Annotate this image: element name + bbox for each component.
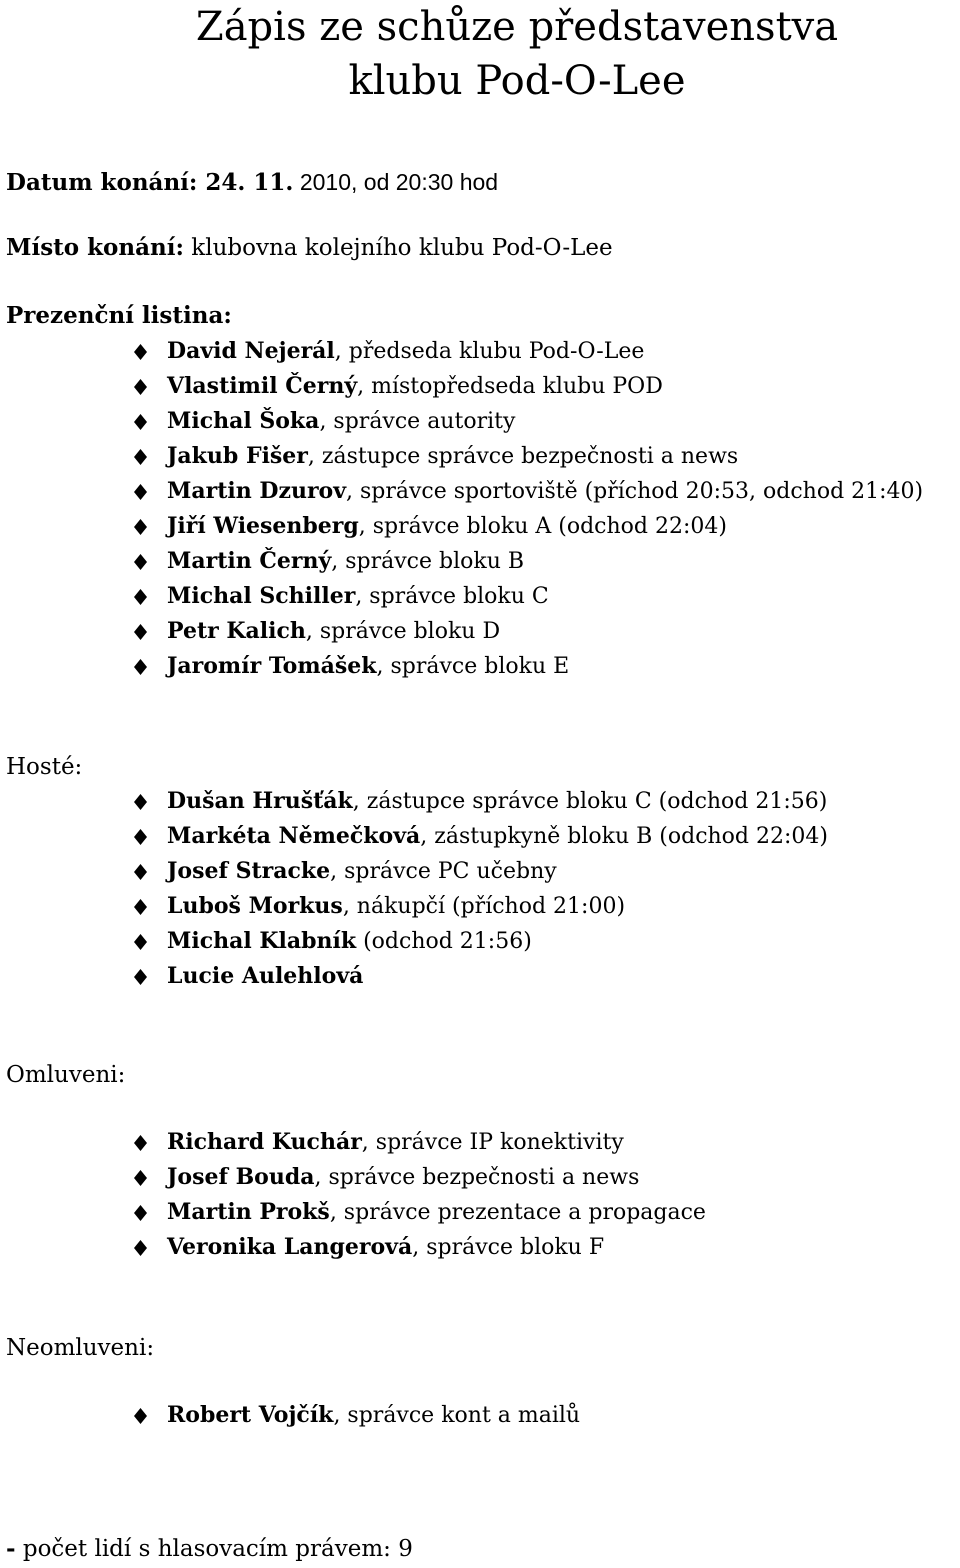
person-role: , správce autority — [319, 409, 516, 434]
person-role: , správce sportoviště (příchod 20:53, odchod 21:40) — [346, 479, 924, 504]
person-name: Martin Dzurov — [167, 478, 346, 504]
person-item — [0, 1398, 580, 1433]
person-role: , správce bezpečnosti a news — [314, 1165, 640, 1190]
person-item — [0, 614, 923, 649]
person-item — [0, 1160, 706, 1195]
person-name: Jaromír Tomášek — [167, 653, 377, 679]
person-name: Lucie Aulehlová — [167, 963, 364, 989]
person-role: , správce PC učebny — [330, 859, 557, 884]
person-name: Josef Stracke — [167, 858, 331, 884]
person-name: Martin Prokš — [167, 1199, 330, 1225]
diamond-bullet-icon — [134, 404, 148, 439]
person-name: Martin Černý — [167, 548, 332, 574]
footer-dash: - — [6, 1535, 16, 1562]
person-name: Michal Šoka — [167, 408, 320, 434]
person-name: Jiří Wiesenberg — [167, 513, 359, 539]
excused-heading: Omluveni: — [6, 1062, 126, 1088]
diamond-bullet-icon — [134, 819, 148, 854]
person-item — [0, 474, 923, 509]
date-label: Datum konání: 24. 11. — [6, 169, 294, 196]
diamond-bullet-icon — [134, 369, 148, 404]
person-item — [0, 1125, 706, 1160]
person-item — [0, 959, 828, 994]
person-role: , správce kont a mailů — [333, 1403, 581, 1428]
diamond-bullet-icon — [134, 544, 148, 579]
person-name: Richard Kuchár — [167, 1129, 362, 1155]
person-role: , zástupce správce bloku C (odchod 21:56) — [352, 789, 828, 814]
person-item — [0, 649, 923, 684]
guests-heading: Hosté: — [6, 754, 83, 780]
presence-heading: Prezenční listina: — [6, 302, 232, 329]
person-item — [0, 369, 923, 404]
person-name: Petr Kalich — [167, 618, 306, 644]
diamond-bullet-icon — [134, 1398, 148, 1433]
person-role: , správce prezentace a propagace — [329, 1200, 706, 1225]
diamond-bullet-icon — [134, 1160, 148, 1195]
diamond-bullet-icon — [134, 1195, 148, 1230]
diamond-bullet-icon — [134, 334, 148, 369]
person-item — [0, 854, 828, 889]
title-line-1: Zápis ze schůze představenstva — [195, 4, 839, 50]
person-role: , správce IP konektivity — [361, 1130, 624, 1155]
diamond-bullet-icon — [134, 579, 148, 614]
person-role: , zástupce správce bezpečnosti a news — [307, 444, 739, 469]
unexcused-list — [0, 1398, 580, 1433]
diamond-bullet-icon — [134, 959, 148, 994]
person-name: Michal Schiller — [167, 583, 356, 609]
meeting-date — [6, 167, 498, 198]
person-name: Luboš Morkus — [167, 893, 343, 919]
person-name: Josef Bouda — [167, 1164, 315, 1190]
person-item — [0, 819, 828, 854]
place-label: Místo konání: — [6, 234, 184, 261]
person-role: , předseda klubu Pod-O-Lee — [334, 339, 645, 364]
person-role: , nákupčí (příchod 21:00) — [342, 894, 626, 919]
diamond-bullet-icon — [134, 614, 148, 649]
person-role: , správce bloku A (odchod 22:04) — [358, 514, 727, 539]
person-item — [0, 439, 923, 474]
person-item — [0, 404, 923, 439]
person-name: Michal Klabník — [167, 928, 357, 954]
person-name: Vlastimil Černý — [167, 373, 358, 399]
guests-list — [0, 784, 828, 994]
footer-text: počet lidí s hlasovacím právem: 9 — [15, 1536, 413, 1562]
person-item — [0, 579, 923, 614]
person-role: , zástupkyně bloku B (odchod 22:04) — [420, 824, 828, 849]
person-role: , místopředseda klubu POD — [357, 374, 663, 399]
date-value: 2010, od 20:30 hod — [293, 169, 499, 195]
voting-count — [6, 1534, 413, 1564]
place-value: klubovna kolejního klubu Pod-O-Lee — [183, 235, 613, 261]
person-name: Dušan Hrušťák — [167, 788, 353, 814]
person-item — [0, 509, 923, 544]
person-role: , správce bloku C — [355, 584, 549, 609]
person-name: Robert Vojčík — [167, 1402, 334, 1428]
person-item — [0, 924, 828, 959]
diamond-bullet-icon — [134, 889, 148, 924]
person-item — [0, 889, 828, 924]
diamond-bullet-icon — [134, 509, 148, 544]
person-name: David Nejerál — [167, 338, 335, 364]
person-role: , správce bloku B — [331, 549, 525, 574]
person-item — [0, 1195, 706, 1230]
person-name: Jakub Fišer — [167, 443, 308, 469]
person-item — [0, 1230, 706, 1265]
person-item — [0, 784, 828, 819]
unexcused-heading: Neomluveni: — [6, 1335, 155, 1361]
person-name: Markéta Němečková — [167, 823, 421, 849]
person-role: , správce bloku D — [305, 619, 501, 644]
person-item — [0, 334, 923, 369]
diamond-bullet-icon — [134, 784, 148, 819]
document-title — [0, 0, 960, 108]
diamond-bullet-icon — [134, 439, 148, 474]
person-role: , správce bloku E — [376, 654, 570, 679]
diamond-bullet-icon — [134, 924, 148, 959]
title-line-2: klubu Pod-O-Lee — [348, 58, 686, 104]
diamond-bullet-icon — [134, 649, 148, 684]
diamond-bullet-icon — [134, 1230, 148, 1265]
person-name: Veronika Langerová — [167, 1234, 413, 1260]
presence-list — [0, 334, 923, 684]
diamond-bullet-icon — [134, 474, 148, 509]
meeting-place — [6, 233, 613, 263]
diamond-bullet-icon — [134, 1125, 148, 1160]
excused-list — [0, 1125, 706, 1265]
person-role: , správce bloku F — [412, 1235, 605, 1260]
person-role: (odchod 21:56) — [356, 929, 532, 954]
diamond-bullet-icon — [134, 854, 148, 889]
person-item — [0, 544, 923, 579]
